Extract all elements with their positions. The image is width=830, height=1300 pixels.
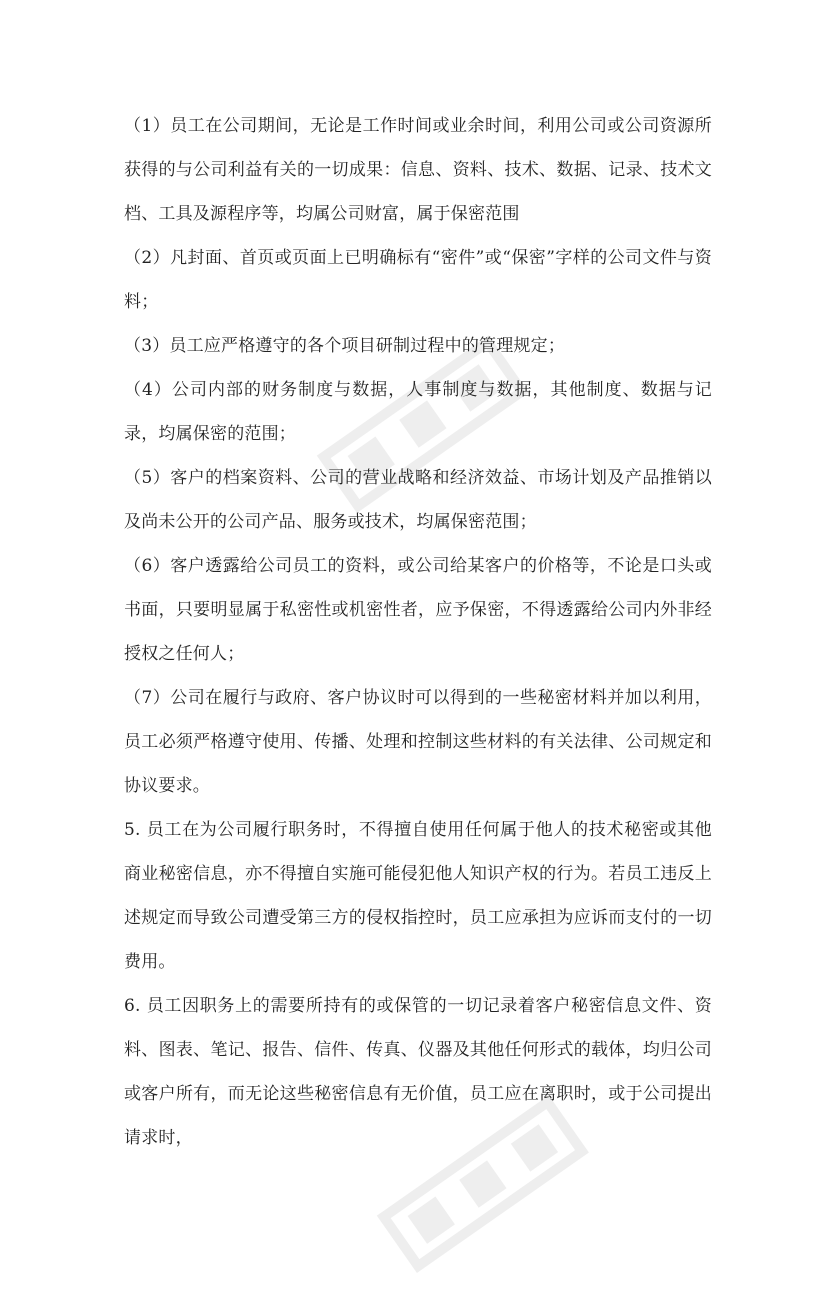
paragraph-item-7: （7）公司在履行与政府、客户协议时可以得到的一些秘密材料并加以利用，员工必须严格遵守使用、传播、处理和控制这些材料的有关法律、公司规定和协议要求。: [124, 688, 712, 796]
document-body: [124, 104, 712, 1160]
paragraph-item-2: （2）凡封面、首页或页面上已明确标有“密件”或“保密”字样的公司文件与资料；: [124, 248, 712, 312]
paragraph-item-3: （3）员工应严格遵守的各个项目研制过程中的管理规定；: [124, 336, 566, 356]
paragraph-section-6: 6. 员工因职务上的需要所持有的或保管的一切记录着客户秘密信息文件、资料、图表、笔记、报告、信件、传真、仪器及其他任何形式的载体，均归公司或客户所有，而无论这些秘密信息有无价值，员工应在离职时，或于公司提出请求时，: [124, 996, 712, 1148]
paragraph-item-1: （1）员工在公司期间，无论是工作时间或业余时间，利用公司或公司资源所获得的与公司利益有关的一切成果：信息、资料、技术、数据、记录、技术文档、工具及源程序等，均属公司财富，属于保密范围: [124, 116, 712, 224]
paragraph-section-5: 5. 员工在为公司履行职务时，不得擅自使用任何属于他人的技术秘密或其他商业秘密信息，亦不得擅自实施可能侵犯他人知识产权的行为。若员工违反上述规定而导致公司遭受第三方的侵权指控时，员工应承担为应诉而支付的一切费用。: [124, 820, 712, 972]
paragraph-item-6: （6）客户透露给公司员工的资料，或公司给某客户的价格等，不论是口头或书面，只要明显属于私密性或机密性者，应予保密，不得透露给公司内外非经授权之任何人；: [124, 556, 712, 664]
paragraph-item-4: （4）公司内部的财务制度与数据，人事制度与数据，其他制度、数据与记录，均属保密的范围；: [124, 380, 712, 444]
paragraph-item-5: （5）客户的档案资料、公司的营业战略和经济效益、市场计划及产品推销以及尚未公开的公司产品、服务或技术，均属保密范围；: [124, 468, 712, 532]
